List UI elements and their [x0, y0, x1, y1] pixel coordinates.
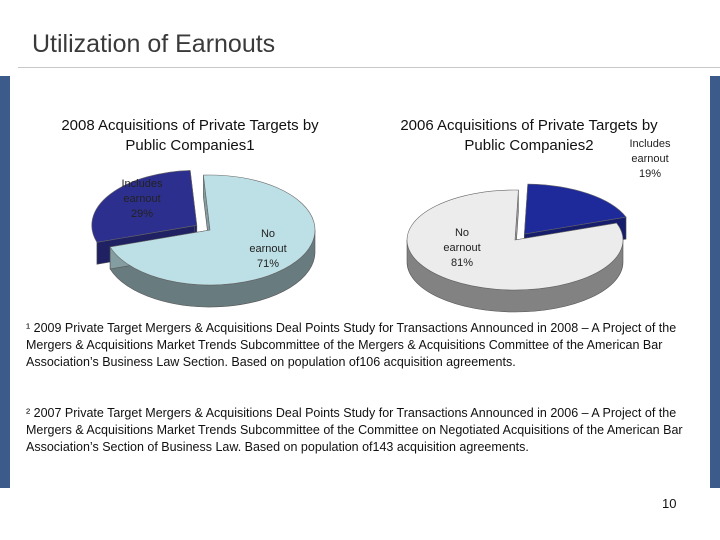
pie-label-line: earnout	[249, 243, 287, 255]
chart-title-2008: 2008 Acquisitions of Private Targets by Public Companies1	[61, 117, 319, 154]
page-number: 10	[662, 496, 677, 511]
footnote-2: ² 2007 Private Target Mergers & Acquisitions Deal Points Study for Transactions Announced in 2006 – A Project of the Mergers & Acquisitions Market Trends Subcommittee of the Committee on Negotiated Acquisitions of the American Bar Association’s Section of Business Law. Based on population of143 acquisition agreements.	[26, 406, 683, 454]
pie-chart-2006	[407, 138, 671, 312]
pie-label-line: Includes	[121, 178, 163, 190]
pie-chart-2008	[92, 170, 315, 307]
slide-title: Utilization of Earnouts	[32, 30, 276, 58]
chart-title-2006: 2006 Acquisitions of Private Targets by Public Companies2	[400, 117, 658, 154]
pie-label-line: earnout	[443, 242, 481, 254]
pie-label-line: Includes	[629, 138, 671, 150]
pie-label-line: No	[454, 227, 470, 239]
pie-label-line: earnout	[631, 153, 669, 165]
pie-label-line: 81%	[450, 257, 474, 269]
pie-label-line: 29%	[130, 208, 154, 220]
pie-label-line: 19%	[638, 168, 662, 180]
pie-label-line: No	[260, 228, 276, 240]
footnote-1: ¹ 2009 Private Target Mergers & Acquisitions Deal Points Study for Transactions Announced in 2008 – A Project of the Mergers & Acquisitions Market Trends Subcommittee of the Mergers & Acquisitions Committee of the American Bar Association’s Business Law Section. Based on population of106 acquisition agreements.	[26, 321, 677, 369]
pie-label-line: 71%	[256, 258, 280, 270]
pie-label-line: earnout	[123, 193, 161, 205]
